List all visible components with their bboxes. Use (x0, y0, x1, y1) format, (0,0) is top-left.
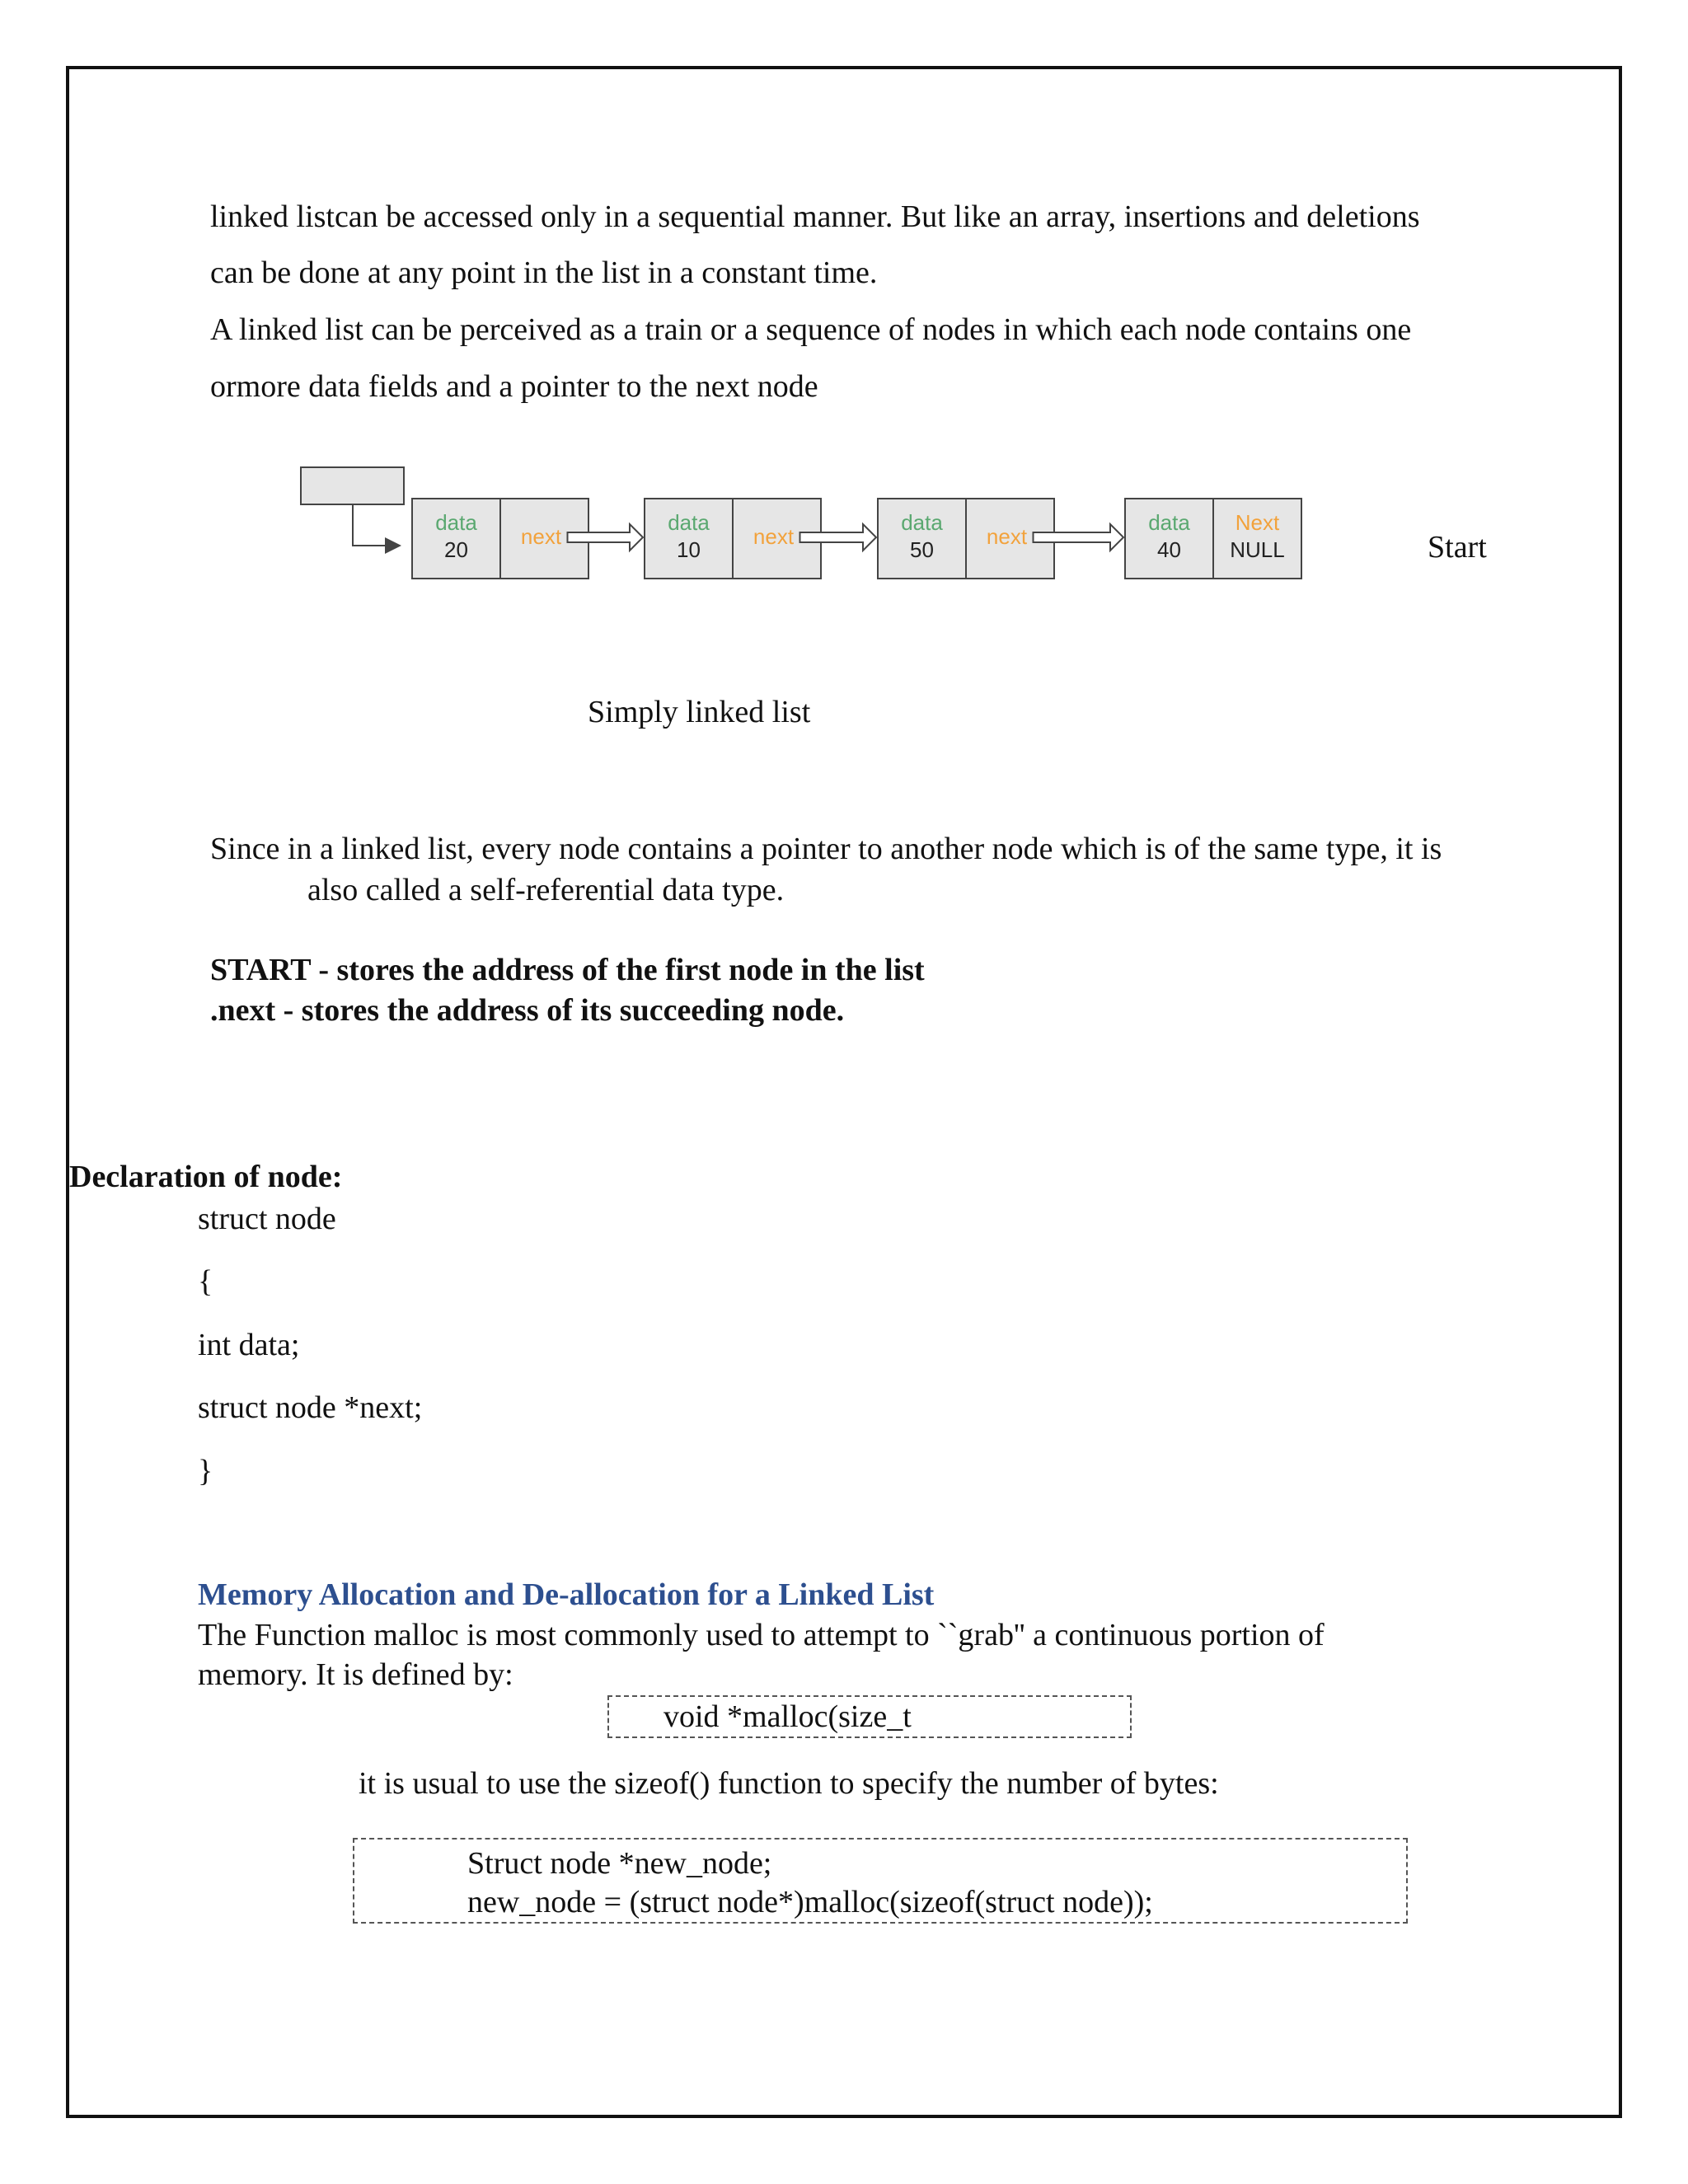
node-data-label: data (435, 510, 477, 535)
node-value: 10 (677, 537, 701, 562)
linked-list-diagram (288, 457, 1327, 589)
node-value: 20 (444, 537, 468, 562)
node-next-label: next (986, 524, 1028, 549)
declaration-heading: Declaration of node: (69, 1160, 343, 1194)
start-pointer-arrow (353, 504, 400, 546)
node-value: 50 (910, 537, 934, 562)
code-line: } (198, 1454, 213, 1488)
memory-line2: memory. It is defined by: (198, 1657, 513, 1692)
node-next-label: Next (1235, 510, 1280, 535)
node-value: 40 (1157, 537, 1181, 562)
start-label: Start (1428, 530, 1487, 565)
code-example-line2: new_node = (struct node*)malloc(sizeof(struct node)); (467, 1885, 1153, 1919)
node-data-label: data (1148, 510, 1190, 535)
code-line: int data; (198, 1328, 300, 1362)
diagram-caption: Simply linked list (588, 695, 811, 729)
definition-start: START - stores the address of the first node in the list (210, 953, 925, 987)
start-pointer-box (301, 467, 404, 504)
node-next-value: NULL (1230, 537, 1285, 562)
code-line: struct node (198, 1202, 336, 1236)
node-next-label: next (520, 524, 562, 549)
definition-next: .next - stores the address of its succeeding node. (210, 993, 845, 1028)
code-example-line1: Struct node *new_node; (467, 1846, 772, 1881)
malloc-signature: void *malloc(size_t (663, 1699, 912, 1734)
node-data-label: data (901, 510, 943, 535)
paragraph1-line2: can be done at any point in the list in a constant time. (210, 255, 878, 290)
sizeof-note: it is usual to use the sizeof() function to specify the number of bytes: (359, 1766, 1219, 1801)
node-data-label: data (668, 510, 710, 535)
paragraph1-line1: linked listcan be accessed only in a sequential manner. But like an array, insertions and deletions (210, 199, 1420, 234)
paragraph2-line1: Since in a linked list, every node contains a pointer to another node which is of the same type, it is (210, 832, 1442, 866)
paragraph1-line3: A linked list can be perceived as a train or a sequence of nodes in which each node contains one (210, 312, 1412, 347)
code-line: { (198, 1264, 213, 1299)
memory-heading: Memory Allocation and De-allocation for a Linked List (198, 1577, 935, 1612)
paragraph2-line2: also called a self-referential data type. (307, 873, 785, 907)
code-line: struct node *next; (198, 1390, 423, 1425)
paragraph1-line4: ormore data fields and a pointer to the next node (210, 369, 818, 404)
memory-line1: The Function malloc is most commonly used to attempt to ``grab'' a continuous portion of (198, 1618, 1325, 1652)
node-next-label: next (753, 524, 795, 549)
